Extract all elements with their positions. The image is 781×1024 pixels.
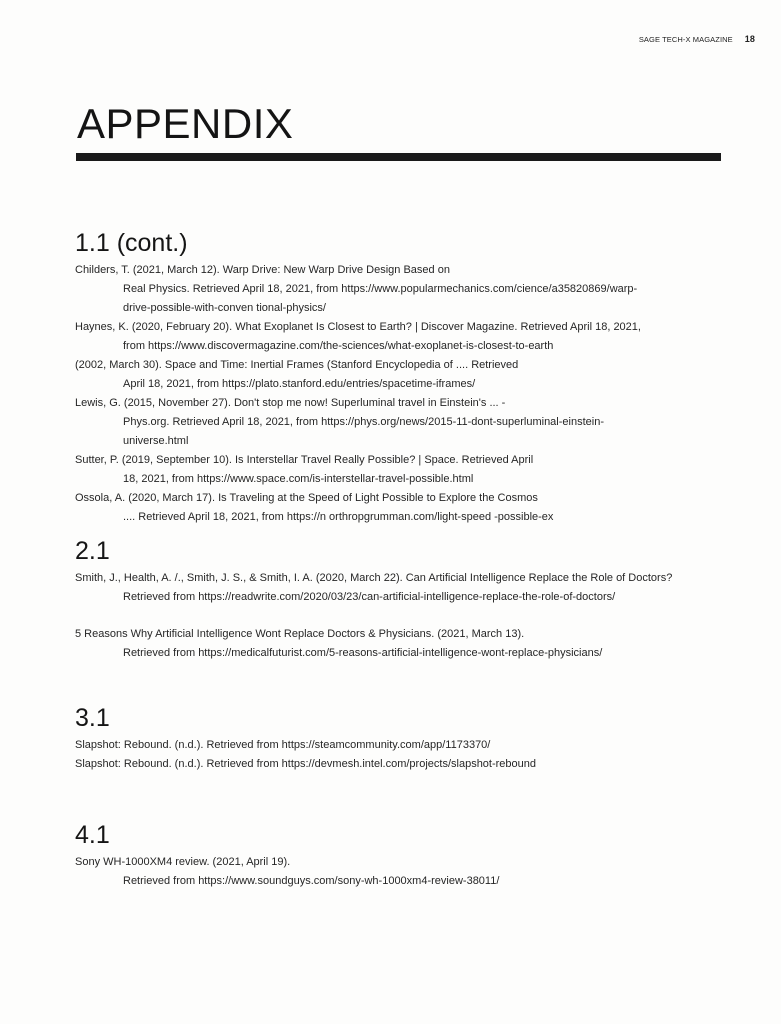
section-heading: 1.1 (cont.) [75, 229, 188, 257]
reference-line: Retrieved from https://medicalfuturist.com/5-reasons-artificial-intelligence-wont-replace-physicians/ [123, 647, 603, 659]
reference-line: from https://www.discovermagazine.com/the-sciences/what-exoplanet-is-closest-to-earth [123, 340, 554, 352]
reference-line: Smith, J., Health, A. /., Smith, J. S., & Smith, I. A. (2020, March 22). Can Artificial Intelligence Replace the Role of Doctors? [75, 572, 673, 584]
reference-line: Phys.org. Retrieved April 18, 2021, from https://phys.org/news/2015-11-dont-superluminal-einstein- [123, 416, 604, 428]
page-title: APPENDIX [77, 100, 294, 147]
reference-list [75, 569, 725, 663]
reference-line: drive-possible-with-conven tional-physics/ [123, 302, 326, 314]
reference-list [75, 261, 725, 527]
reference-entry [75, 394, 725, 451]
magazine-name: SAGE TECH-X MAGAZINE [638, 35, 733, 44]
reference-list [75, 853, 725, 891]
reference-entry [75, 261, 725, 318]
title-rule [76, 153, 721, 161]
reference-line: Real Physics. Retrieved April 18, 2021, from https://www.popularmechanics.com/cience/a35820869/warp- [123, 283, 638, 295]
reference-line: 18, 2021, from https://www.space.com/is-interstellar-travel-possible.html [123, 473, 474, 485]
reference-entry [75, 318, 725, 356]
reference-entry [75, 625, 725, 663]
reference-line: Childers, T. (2021, March 12). Warp Drive: New Warp Drive Design Based on [75, 264, 450, 276]
reference-line: Slapshot: Rebound. (n.d.). Retrieved from https://devmesh.intel.com/projects/slapshot-rebound [75, 758, 537, 770]
reference-line: Haynes, K. (2020, February 20). What Exoplanet Is Closest to Earth? | Discover Magazine. Retrieved April 18, 2021, [75, 321, 641, 333]
reference-entry [75, 569, 725, 607]
page-number: 18 [744, 34, 755, 44]
page-header [639, 34, 755, 44]
reference-entry [75, 451, 725, 489]
section-heading: 2.1 [75, 537, 110, 565]
reference-line: .... Retrieved April 18, 2021, from https://n orthropgrumman.com/light-speed -possible-ex [123, 511, 554, 523]
reference-line: Sony WH-1000XM4 review. (2021, April 19). [75, 856, 291, 868]
reference-entry [75, 755, 725, 774]
reference-line: (2002, March 30). Space and Time: Inertial Frames (Stanford Encyclopedia of .... Retrieved [75, 359, 519, 371]
reference-entry [75, 853, 725, 891]
reference-entry [75, 489, 725, 527]
reference-line: Slapshot: Rebound. (n.d.). Retrieved from https://steamcommunity.com/app/1173370/ [75, 739, 491, 751]
reference-line: Retrieved from https://www.soundguys.com/sony-wh-1000xm4-review-38011/ [123, 875, 500, 887]
section-heading: 4.1 [75, 821, 110, 849]
reference-line: Retrieved from https://readwrite.com/2020/03/23/can-artificial-intelligence-replace-the-role-of-doctors/ [123, 591, 616, 603]
reference-line: Lewis, G. (2015, November 27). Don't stop me now! Superluminal travel in Einstein's ... - [75, 397, 506, 409]
reference-line: universe.html [123, 435, 189, 447]
reference-entry [75, 356, 725, 394]
reference-line: Ossola, A. (2020, March 17). Is Traveling at the Speed of Light Possible to Explore the Cosmos [75, 492, 538, 504]
section-heading: 3.1 [75, 704, 110, 732]
reference-line: 5 Reasons Why Artificial Intelligence Wont Replace Doctors & Physicians. (2021, March 13). [75, 628, 525, 640]
reference-line: April 18, 2021, from https://plato.stanford.edu/entries/spacetime-iframes/ [123, 378, 476, 390]
reference-list [75, 736, 725, 774]
reference-entry [75, 736, 725, 755]
reference-line: Sutter, P. (2019, September 10). Is Interstellar Travel Really Possible? | Space. Retrieved April [75, 454, 534, 466]
